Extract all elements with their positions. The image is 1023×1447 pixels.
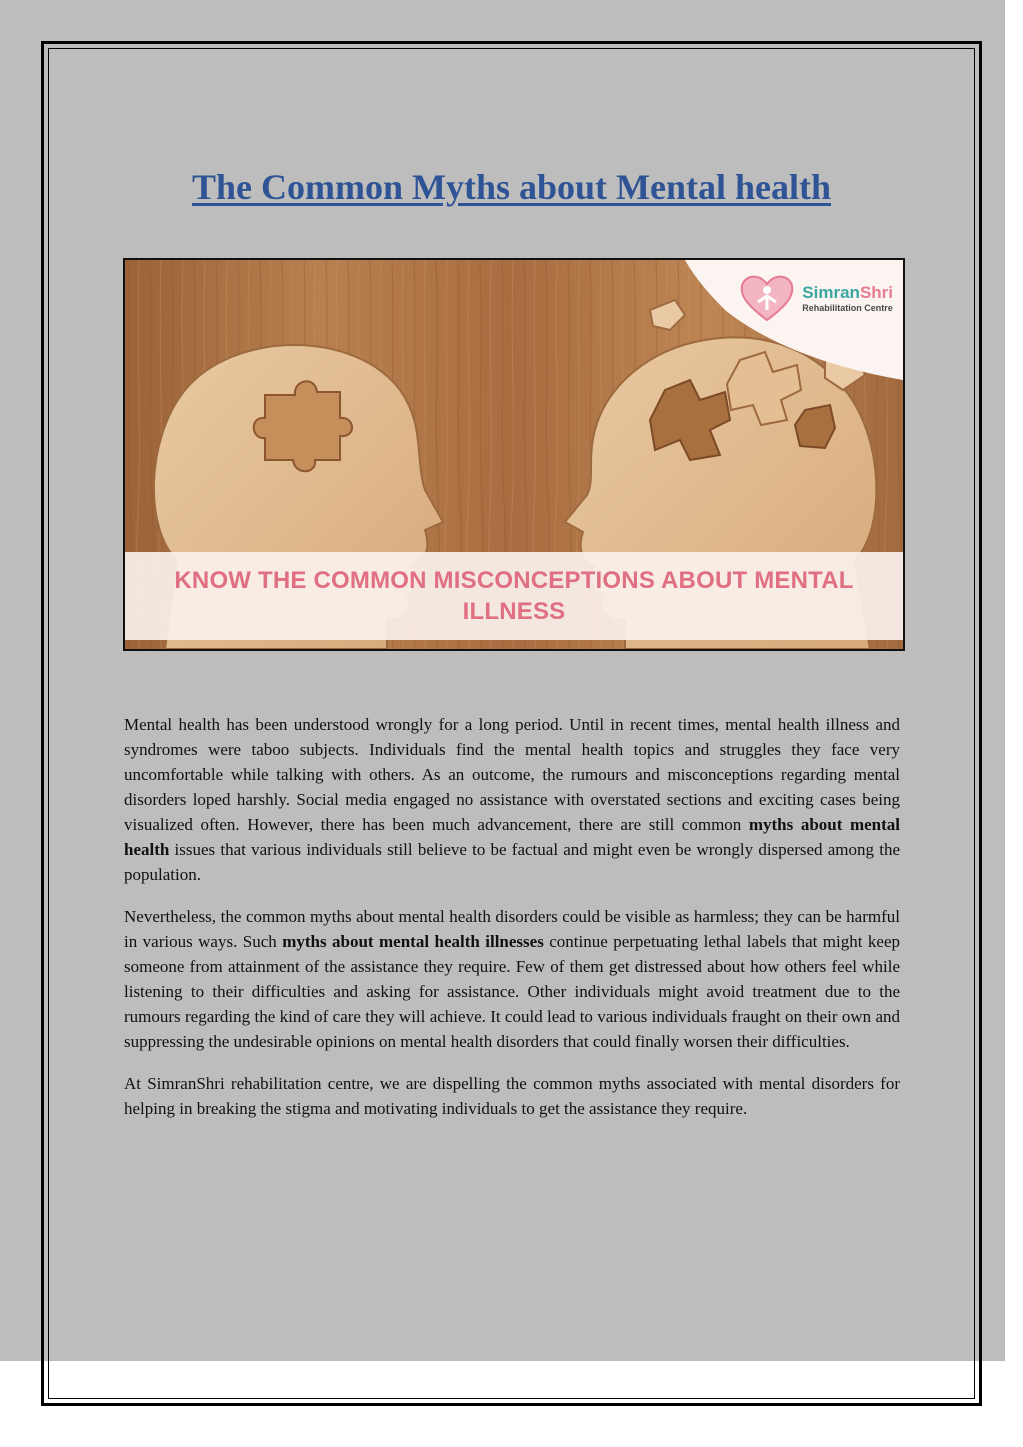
banner-image [123,258,905,651]
logo-subtitle: Rehabilitation Centre [802,302,893,313]
banner-caption: KNOW THE COMMON MISCONCEPTIONS ABOUT MENTAL ILLNESS [125,552,903,640]
paragraph-2: Nevertheless, the common myths about mental health disorders could be visible as harmless; they can be harmful in various ways. Such myths about mental health illnesses continue perpetuating lethal labels that might keep someone from attainment of the assistance they require. Few of them get distressed about how others feel while listening to their difficulties and asking for assistance. Other individuals might avoid treatment due to the rumours regarding the kind of care they will achieve. It could lead to various individuals fraught on their own and suppressing the undesirable opinions on mental health disorders that could finally worsen their difficulties. [124,907,901,1051]
logo-name: SimranShri [802,282,893,302]
simranshri-logo [738,272,893,324]
heart-logo-icon [738,272,796,324]
article-body [124,712,900,1138]
paragraph-3: At SimranShri rehabilitation centre, we are dispelling the common myths associated with mental disorders for helping in breaking the stigma and motivating individuals to get the assistance they require. [124,1074,900,1118]
bold-phrase: myths about mental health illnesses [282,932,544,951]
bold-phrase: myths about mental health [124,815,900,859]
document-title: The Common Myths about Mental health [191,167,832,207]
puzzle-piece-left [254,381,352,471]
paragraph-1: Mental health has been understood wrongly for a long period. Until in recent times, mental health illness and syndromes were taboo subjects. Individuals find the mental health topics and struggles they face very uncomfortable while talking with others. As an outcome, the rumours and misconceptions regarding mental disorders loped harshly. Social media engaged no assistance with overstated sections and exciting cases being visualized often. However, there has been much advancement, there are still common myths about mental health issues that various individuals still believe to be factual and might even be wrongly dispersed among the population. [124,715,900,884]
